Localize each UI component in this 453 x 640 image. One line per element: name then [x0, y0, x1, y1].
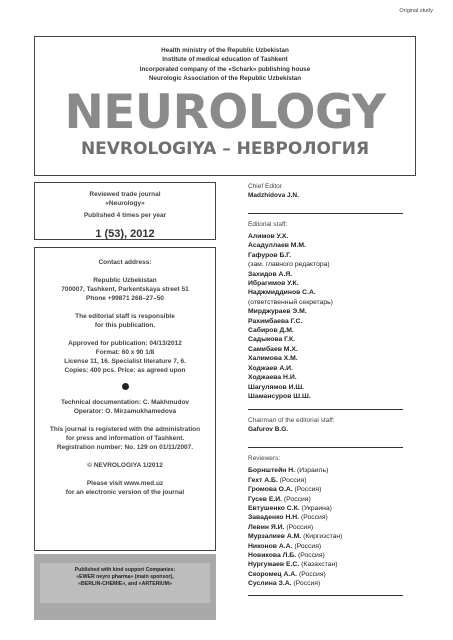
- staff-member-name: Садыкова Г.К.: [248, 336, 296, 344]
- staff-member: [248, 326, 403, 335]
- journal-type: Reviewed trade journal: [89, 191, 161, 198]
- editorial-staff-label: Editorial staff:: [248, 221, 288, 228]
- registration-line: for press and information of Tashkent.: [65, 435, 185, 442]
- staff-member-name: Ходжаев А.И.: [248, 364, 293, 372]
- staff-member: [248, 288, 403, 297]
- staff-member-name: Мирджураев Э.М.: [248, 308, 307, 316]
- reviewer-note: (Россия): [283, 495, 311, 503]
- reviewer-name: Левин Я.И.: [248, 523, 285, 531]
- reviewer: [248, 542, 403, 551]
- reviewer: [248, 570, 403, 579]
- website-line: for an electronic version of the journal: [65, 489, 185, 496]
- reviewer-note: (Россия): [279, 476, 307, 484]
- reviewers-label: Reviewers:: [248, 455, 281, 463]
- staff-member-name: Гафуров Б.Г.: [248, 251, 292, 259]
- chairman-label: Chairman of the editorial staff:: [248, 417, 335, 425]
- staff-member-name: Самибаев М.Х.: [248, 345, 298, 353]
- staff-member-name: Алимов У.Х.: [248, 233, 289, 240]
- divider: [248, 447, 403, 448]
- reviewer-name: Заваденко Н.Н.: [248, 514, 300, 522]
- reviewer-name: Евтушенко С.К.: [248, 504, 300, 512]
- staff-member-name: Шагулямов И.Ш.: [248, 383, 305, 391]
- staff-member: [248, 298, 403, 307]
- contact-box: [34, 247, 216, 551]
- journal-name: «Neurology»: [105, 200, 145, 207]
- reviewers-list: [248, 466, 403, 588]
- reviewer: [248, 504, 403, 513]
- address-line: Republic Uzbekistan: [93, 277, 157, 284]
- responsibility-note: [35, 312, 215, 330]
- registration-number: Registration number: No. 129 on 01/11/2007.: [56, 444, 194, 451]
- staff-member-name: Шамансуров Ш.Ш.: [248, 392, 311, 400]
- reviewer-note: (Киргизстан): [303, 533, 343, 541]
- staff-member-name: Асадуллаев М.М.: [248, 242, 306, 250]
- website-note: [35, 479, 215, 497]
- reviewer-note: (Россия): [300, 514, 328, 522]
- staff-member-name: Сабиров Д.М.: [248, 327, 294, 335]
- contact-address: [35, 276, 215, 303]
- reviewer-name: Мурзалиев А.М.: [248, 533, 302, 541]
- reviewer: [248, 560, 403, 569]
- chief-editor-label: Chief Editor: [248, 183, 282, 190]
- format: Format: 60 x 90 1/8: [95, 349, 155, 356]
- reviewer-note: (Россия): [297, 551, 325, 559]
- sponsor-box: [34, 554, 216, 620]
- reviewer: [248, 523, 403, 532]
- staff-member: [248, 279, 403, 288]
- staff-member: [248, 241, 403, 250]
- publisher-line: Neurologic Association of the Republic Uzbekistan: [148, 75, 302, 83]
- staff-member-name: Ходжаева Н.И.: [248, 374, 297, 382]
- technical-line: Technical documentation: C. Makhmudov: [60, 399, 190, 406]
- divider: [248, 409, 403, 410]
- staff-member-name: Халимова Х.М.: [248, 355, 298, 363]
- publisher-line: Health ministry of the Republic Uzbekistan: [161, 47, 289, 54]
- editorial-column: [248, 182, 403, 602]
- sponsor-line: «EWER neyro pharma» (main sponsor),: [76, 574, 174, 581]
- publisher-line: Incorporated company of the «Schark» publishing house: [139, 65, 311, 73]
- issue-number: 1 (53), 2012: [95, 228, 155, 240]
- reviewer: [248, 466, 403, 475]
- reviewer: [248, 551, 403, 560]
- contact-heading: Contact address:: [98, 259, 152, 266]
- publisher-line: Institute of medical education of Tashkent: [162, 56, 288, 64]
- license: License 11, 16. Specialist literature 7, 6.: [64, 358, 186, 365]
- reviewer: [248, 532, 403, 541]
- copies: Copies: 400 pcs. Price: as agreed upon: [64, 367, 186, 374]
- technical-staff: [35, 398, 215, 416]
- chairman-name: Gafurov B.G.: [248, 426, 289, 434]
- reviewer-name: Нургужаев Е.С.: [248, 561, 300, 569]
- registration-line: This journal is registered with the administration: [49, 426, 201, 433]
- staff-member-note: (зам. главного редактора): [248, 261, 330, 269]
- staff-member: [248, 364, 403, 373]
- editorial-staff-list: [248, 232, 403, 401]
- reviewer-name: Суслина З.А.: [248, 580, 292, 588]
- copyright: © NEVROLOGIYA 1/2012: [87, 462, 163, 469]
- reviewer: [248, 495, 403, 504]
- staff-member: [248, 307, 403, 316]
- reviewer: [248, 485, 403, 494]
- sponsor-line: «BERLIN-CHEMIE», and «ARTERIUM»: [78, 581, 172, 588]
- section-label: Original study: [399, 8, 433, 14]
- reviewer-name: Гусев Е.И.: [248, 495, 283, 503]
- reviewer-note: (Украина): [301, 504, 332, 512]
- frequency: Published 4 times per year: [83, 212, 167, 219]
- website-link[interactable]: Please visit www.med.uz: [86, 480, 164, 487]
- divider: [248, 213, 403, 214]
- staff-member: [248, 354, 403, 363]
- chief-editor-name: Madzhidova J.N.: [248, 192, 299, 199]
- journal-subtitle: NEVROLOGIYA – НЕВРОЛОГИЯ: [80, 138, 370, 159]
- masthead: [34, 36, 416, 176]
- staff-member-name: Наджмиддинов С.А.: [248, 289, 316, 297]
- staff-member: [248, 251, 403, 260]
- staff-member: [248, 232, 403, 241]
- operator-line: Operator: O. Mirzamukhamedova: [73, 408, 177, 415]
- responsibility-line: The editorial staff is responsible: [75, 313, 175, 320]
- reviewer: [248, 513, 403, 522]
- approval-date: Approved for publication: 04/13/2012: [68, 340, 182, 347]
- phone: Phone +99871 268–27–50: [86, 295, 164, 302]
- staff-member: [248, 260, 403, 269]
- reviewer-note: (Россия): [294, 542, 322, 550]
- staff-member: [248, 373, 403, 382]
- publication-details: [35, 339, 215, 375]
- registration-info: [35, 425, 215, 452]
- reviewer-name: Громова О.А.: [248, 486, 293, 494]
- staff-member: [248, 383, 403, 392]
- reviewer: [248, 476, 403, 485]
- reviewer-note: (Израиль): [296, 467, 329, 475]
- reviewer-note: (Россия): [298, 570, 326, 578]
- staff-member: [248, 392, 403, 401]
- staff-member: [248, 270, 403, 279]
- reviewer-name: Гехт А.Б.: [248, 476, 278, 484]
- reviewer: [248, 579, 403, 588]
- bullet-divider: [122, 383, 129, 390]
- divider: [248, 595, 403, 596]
- staff-member-name: Ибрагимов У.К.: [248, 280, 299, 288]
- staff-member-name: Рахимбаева Г.С.: [248, 317, 303, 325]
- staff-member: [248, 335, 403, 344]
- reviewer-name: Никонов А.А.: [248, 542, 293, 550]
- journal-title: NEUROLOGY: [64, 84, 386, 140]
- responsibility-line: for this publication.: [94, 322, 156, 329]
- address-line: 700007, Tashkent, Parkentskaya street 51: [61, 286, 189, 293]
- staff-member: [248, 317, 403, 326]
- sponsor-line: Published with kind support Companies:: [74, 567, 176, 573]
- reviewer-note: (Россия): [286, 523, 314, 531]
- reviewer-note: (Россия): [293, 580, 321, 588]
- publisher-lines: [35, 46, 415, 84]
- staff-member-name: Захидов А.Я.: [248, 270, 293, 278]
- reviewer-name: Новикова Л.Б.: [248, 551, 297, 559]
- staff-member: [248, 345, 403, 354]
- journal-info-box: [34, 182, 216, 240]
- reviewer-note: (Россия): [294, 486, 322, 494]
- staff-member-note: (ответственный секретарь): [248, 298, 333, 306]
- reviewer-name: Скоромец А.А.: [248, 570, 298, 578]
- reviewer-name: Борнштейн Н.: [248, 467, 296, 475]
- reviewer-note: (Казахстан): [301, 561, 338, 569]
